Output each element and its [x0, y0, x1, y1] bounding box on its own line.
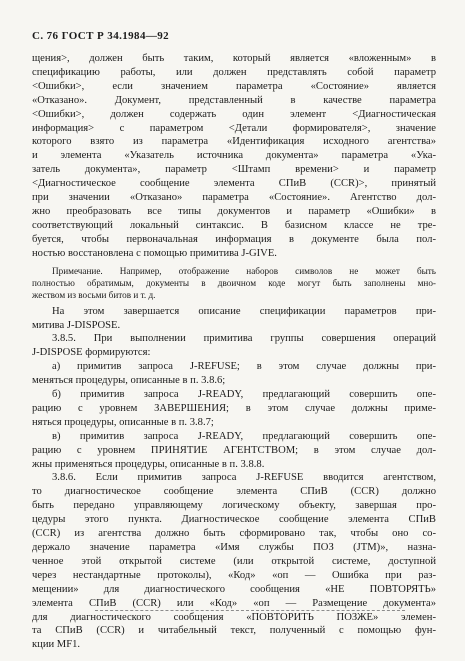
text-line: J-DISPOSE формируются:	[32, 347, 151, 359]
text-line: ченное этой открытой системе (или открытой системе, доступной	[32, 555, 436, 567]
section-3-8-6	[32, 471, 436, 652]
text-line: цедуры этого пункта. Диагностическое сообщение элемента СПиВ	[32, 514, 436, 526]
text-line: при значении «Отказано» параметра «Состояние». Агентство дол-	[32, 192, 436, 204]
note-line: Примечание. Например, отображение наборов символов не может быть	[52, 265, 436, 276]
text-line: рацию с уровнем ПРИНЯТИЕ АГЕНТСТВОМ; в этом случае дол-	[32, 444, 436, 456]
text-line: няться процедуры, описанные в п. 3.8.7;	[32, 416, 214, 428]
text-line: информация> с параметром <Детали формирователя>, значение	[32, 122, 436, 134]
text-line: На этом завершается описание спецификации параметров при-	[52, 305, 436, 317]
text-line: кции MF1.	[32, 639, 81, 651]
text-line: быть передано управляющему логическому объекту, завершая про-	[32, 500, 436, 512]
section-3-8-5	[32, 332, 436, 360]
list-item-c	[32, 430, 436, 472]
text-line: соответствующий локальный синтаксис. В базисном классе не тре-	[32, 219, 436, 231]
text-line: (CCR) из агентства должно быть сформировано так, чтобы оно со-	[32, 528, 436, 540]
text-line: мещении» для диагностического сообщения «НЕ ПОВТОРЯТЬ»	[32, 583, 436, 595]
text-line: элемента СПиВ (CCR) или «Код» «оп — Размещение документа»	[32, 597, 436, 609]
page-body	[32, 52, 436, 652]
text-line: 3.8.5. При выполнении примитива группы совершения операций	[52, 333, 436, 345]
text-line: меняться процедуры, описанные в п. 3.8.6;	[32, 375, 226, 387]
text-line: рацию с уровнем ЗАВЕРШЕНИЯ; в этом случае должны приме-	[32, 402, 436, 414]
text-line: спецификацию работы, или должен представлять собой параметр	[32, 66, 436, 78]
page-header: С. 76 ГОСТ Р 34.1984—92	[32, 30, 170, 42]
text-line: и элемента «Указатель источника документа» параметра «Ука-	[32, 150, 436, 162]
text-line: митива J-DISPOSE.	[32, 319, 121, 331]
text-line: 3.8.6. Если примитив запроса J-REFUSE вводится агентством,	[52, 472, 436, 484]
text-line: <Ошибки>, если значением параметра «Состояние» является	[32, 80, 436, 92]
text-line: жны применяться процедуры, описанные в п. 3.8.8.	[32, 458, 265, 470]
note-line: полностью обратимым, документы в двоичном коде могут быть заполнены мно-	[32, 277, 436, 288]
text-line: через нестандартные протоколы), «Код» «оп — Ошибка при раз-	[32, 569, 436, 581]
text-line: <Диагностическое сообщение элемента СПиВ (CCR)>, принятый	[32, 178, 436, 190]
text-line: «Отказано». Документ, представленный в качестве параметра	[32, 94, 436, 106]
note-block	[32, 265, 436, 301]
text-line: держало значение параметра «Имя службы ПОЗ (JTM)», назна-	[32, 542, 436, 553]
text-line: б) примитив запроса J-READY, предлагающий совершить опе-	[52, 389, 436, 401]
paragraph-dispose-summary	[32, 305, 436, 333]
note-line: жеством из восьми битов и т. д.	[32, 289, 156, 300]
text-line: для диагностического сообщения «ПОВТОРИТЬ ПОЗЖЕ» элемен-	[32, 611, 436, 623]
text-line: <Ошибки>, должен содержать один элемент <Диагностическая	[32, 108, 436, 120]
text-line: которого взято из параметра «Идентификация исходного агентства»	[32, 136, 436, 148]
text-line: щения>, должен быть таким, который является «вложенным» в	[32, 53, 436, 64]
text-line: затель документа», параметр <Штамп времени> и параметр	[32, 164, 436, 176]
text-line: ностью восстановлена с помощью примитива J-GIVE.	[32, 247, 277, 259]
text-line: то диагностическое сообщение элемента СПиВ (CCR) должно	[32, 486, 436, 498]
list-item-b	[32, 388, 436, 430]
list-item-a	[32, 360, 436, 388]
text-line: в) примитив запроса J-READY, предлагающий совершить опе-	[52, 430, 436, 442]
paragraph-continuation	[32, 52, 436, 261]
text-line: жно преобразовать все типы документов и параметр «Ошибки» в	[32, 205, 436, 217]
text-line: та СПиВ (CCR) и читабельный текст, полученный с помощью фун-	[32, 625, 436, 637]
text-line: а) примитив запроса J-REFUSE; в этом случае должны при-	[52, 361, 436, 373]
scan-artifact-line	[95, 610, 405, 611]
text-line: буется, чтобы первоначальная информация в документе была пол-	[32, 233, 436, 245]
